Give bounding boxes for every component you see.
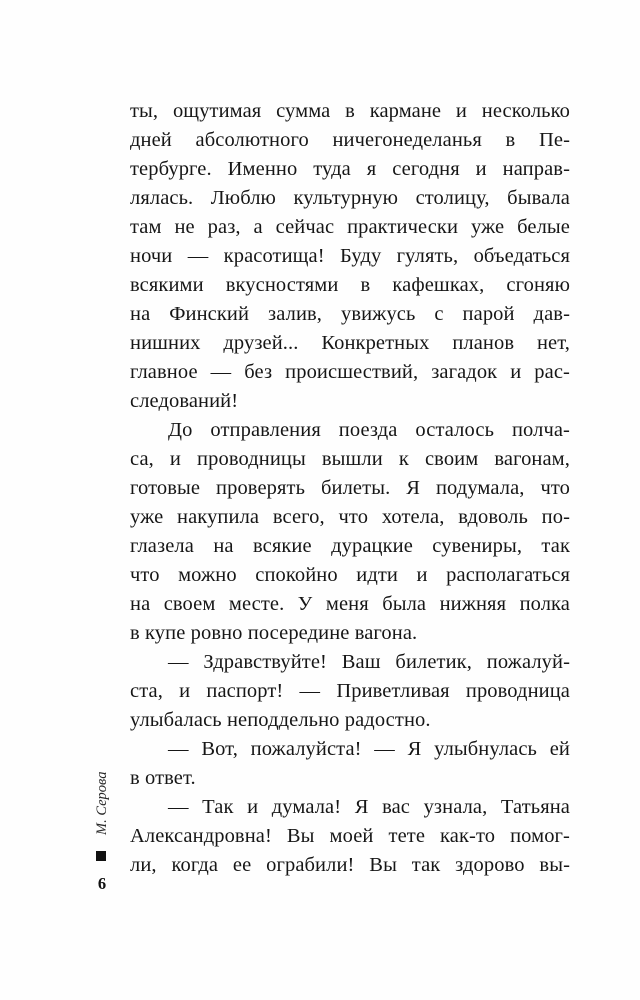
text-line: Александровна! Вы моей тете как-то помог- <box>130 825 570 847</box>
text-line: лялась. Люблю культурную столицу, бывала <box>130 187 570 209</box>
text-line: всякими вкусностями в кафешках, сгоняю <box>130 274 570 296</box>
page-text-block <box>130 97 570 880</box>
text-line: глазела на всякие дурацкие сувениры, так <box>130 535 570 557</box>
text-line: там не раз, а сейчас практически уже белые <box>130 216 570 238</box>
margin-author-label: М. Серова <box>94 771 110 835</box>
text-line: улыбалась неподдельно радостно. <box>130 709 431 731</box>
text-line: что можно спокойно идти и располагаться <box>130 564 570 586</box>
text-line: ночи — красотища! Буду гулять, объедаться <box>130 245 570 267</box>
square-marker-icon <box>96 851 106 861</box>
text-line: главное — без происшествий, загадок и рас- <box>130 361 570 383</box>
text-line: са, и проводницы вышли к своим вагонам, <box>130 448 570 470</box>
text-line: готовые проверять билеты. Я подумала, что <box>130 477 570 499</box>
text-line: — Здравствуйте! Ваш билетик, пожалуй- <box>168 651 570 673</box>
left-margin-column <box>86 0 120 1000</box>
text-line: в купе ровно посередине вагона. <box>130 622 418 644</box>
text-line: в ответ. <box>130 767 196 789</box>
text-line: — Так и думала! Я вас узнала, Татьяна <box>168 796 570 818</box>
text-line: До отправления поезда осталось полча- <box>168 419 570 441</box>
text-line: дней абсолютного ничегонеделанья в Пе- <box>130 129 570 151</box>
text-line: на Финский залив, увижусь с парой дав- <box>130 303 570 325</box>
text-line: уже накупила всего, что хотела, вдоволь по- <box>130 506 570 528</box>
text-line: на своем месте. У меня была нижняя полка <box>130 593 570 615</box>
text-line: — Вот, пожалуйста! — Я улыбнулась ей <box>168 738 570 760</box>
page-number: 6 <box>97 874 107 893</box>
text-line: следований! <box>130 390 239 412</box>
text-line: ты, ощутимая сумма в кармане и несколько <box>130 100 570 122</box>
text-line: нишних друзей... Конкретных планов нет, <box>130 332 570 354</box>
text-line: ли, когда ее ограбили! Вы так здорово вы- <box>130 854 570 876</box>
text-line: тербурге. Именно туда я сегодня и направ- <box>130 158 570 180</box>
text-line: ста, и паспорт! — Приветливая проводница <box>130 680 570 702</box>
